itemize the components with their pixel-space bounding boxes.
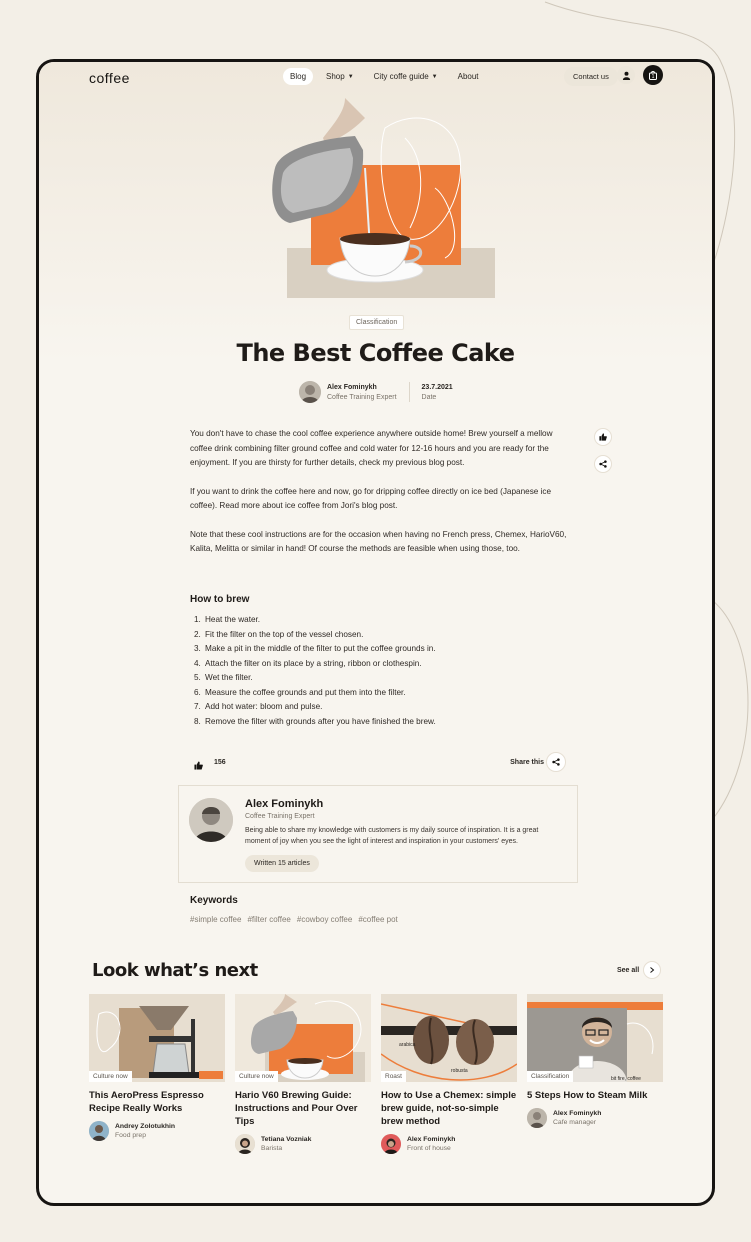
author-name[interactable]: Alex Fominykh [327, 383, 377, 391]
author-card [178, 785, 578, 883]
nav-item-shop[interactable]: Shop ▼ [326, 72, 354, 81]
share-icon [552, 758, 560, 766]
card-title[interactable]: Hario V60 Brewing Guide: Instructions and Pour Over Tips [235, 1090, 358, 1127]
card-tag: Roast [381, 1071, 406, 1082]
like-button[interactable] [194, 757, 203, 775]
browser-frame [36, 59, 715, 1206]
article-paragraph: Note that these cool instructions are for the occasion when having no French press, Chemex, HarioV60, Kalita, Melitta or similar in hand! Of course the methods are feasible when using those, too. [190, 529, 567, 553]
card-author-name: Alex Fominykh [553, 1110, 602, 1117]
articles-count-button[interactable]: Written 15 articles [245, 855, 319, 872]
share-side-button[interactable] [594, 455, 612, 473]
look-next-heading: Look what’s next [92, 960, 258, 981]
nav-item-city-guide[interactable]: City coffe guide ▼ [373, 72, 438, 81]
like-count: 156 [214, 759, 226, 766]
keywords-heading: Keywords [190, 895, 238, 906]
card-title[interactable]: 5 Steps How to Steam Milk [527, 1090, 648, 1101]
page-title: The Best Coffee Cake [236, 339, 515, 367]
thumbs-up-icon [194, 761, 203, 770]
card-author [89, 1121, 225, 1141]
keyword-link[interactable]: #simple coffee [190, 915, 242, 924]
share-icon [599, 460, 607, 468]
see-all-button[interactable]: See all [617, 961, 661, 979]
list-item: 2. Fit the filter on the top of the vessel chosen. [194, 629, 364, 639]
card-author-role: Barista [261, 1145, 283, 1152]
post-meta [299, 381, 453, 403]
list-item: 7. Add hot water: bloom and pulse. [194, 702, 323, 711]
card-title[interactable]: This AeroPress Espresso Recipe Really Works [89, 1090, 204, 1114]
card-author-name: Alex Fominykh [407, 1136, 456, 1143]
list-item: 3. Make a pit in the middle of the filter to put the coffee grounds in. [194, 644, 436, 653]
post-date: 23.7.2021 [421, 383, 453, 391]
post-actions-bar [190, 752, 566, 772]
image-label: bit fire, coffee [611, 1076, 641, 1082]
card-author-role: Cafe manager [553, 1119, 597, 1126]
author-role: Coffee Training Expert [327, 393, 397, 401]
list-item: 4. Attach the filter on its place by a string, ribbon or clothespin. [194, 658, 422, 668]
card-image [527, 994, 663, 1082]
author-card-bio: Being able to share my knowledge with customers is my daily source of inspiration. It is a great moment of joy when you see the light of interest and inspiration in your customers' eyes. [245, 827, 539, 845]
article-paragraph: You don't have to chase the cool coffee experience anywhere outside home! Brew yourself a mellow coffee drink combining filter ground coffee and cold water for 12-16 hours and you are ready for the enjoyment. If you are thirsty for further details, check my previous blog post. [190, 429, 553, 467]
chevron-right-icon [643, 961, 661, 979]
thumbs-up-icon [599, 433, 607, 441]
card-author-role: Front of house [407, 1145, 451, 1152]
cart-button[interactable] [643, 65, 663, 85]
keyword-link[interactable]: #filter coffee [247, 915, 291, 924]
image-label: arabica [399, 1042, 416, 1048]
article-body [190, 427, 570, 571]
card-tag: Culture now [235, 1071, 278, 1082]
avatar [89, 1121, 109, 1141]
avatar [381, 1134, 401, 1154]
article-paragraph: If you want to drink the coffee here and now, go for dripping coffee directly on ice bed (Japanese ice coffee). Read more about ice coffee from Jori's blog post. [190, 486, 552, 510]
card-image [381, 994, 517, 1082]
list-item: 6. Measure the coffee grounds and put them into the filter. [194, 687, 406, 697]
article-card[interactable] [235, 994, 371, 1154]
top-navigation [39, 62, 712, 92]
card-image [235, 994, 371, 1082]
article-card[interactable] [89, 994, 225, 1141]
author-card-name[interactable]: Alex Fominykh [245, 798, 324, 810]
how-to-heading: How to brew [190, 594, 250, 605]
list-item: 8. Remove the filter with grounds after you have finished the brew. [194, 716, 436, 726]
card-author-name: Tetiana Vozniak [261, 1136, 312, 1143]
author-avatar[interactable] [299, 381, 321, 403]
user-icon [622, 71, 631, 80]
like-side-button[interactable] [594, 428, 612, 446]
contact-button[interactable]: Contact us [564, 67, 618, 86]
card-title[interactable]: How to Use a Chemex: simple brew guide, not-so-simple brew method [381, 1090, 517, 1127]
share-button[interactable] [546, 752, 566, 772]
keyword-link[interactable]: #coffee pot [358, 915, 398, 924]
category-tag[interactable]: Classification [349, 315, 404, 330]
image-label: robusta [451, 1068, 468, 1074]
card-author [527, 1108, 663, 1128]
chevron-down-icon: ▼ [431, 73, 438, 80]
card-author [235, 1134, 371, 1154]
list-item: 1. Heat the water. [194, 615, 261, 624]
card-image [89, 994, 225, 1082]
article-card[interactable] [381, 994, 517, 1154]
card-author [381, 1134, 517, 1154]
main-menu [283, 68, 486, 85]
card-author-name: Andrey Zolotukhin [115, 1123, 176, 1130]
avatar [235, 1134, 255, 1154]
brew-steps-list [194, 613, 436, 729]
author-card-role: Coffee Training Expert [245, 813, 315, 820]
share-label[interactable]: Share this [510, 759, 544, 766]
date-label: Date [421, 393, 437, 401]
nav-item-about[interactable]: About [457, 72, 479, 81]
card-tag: Culture now [89, 1071, 132, 1082]
card-author-role: Food prep [115, 1132, 146, 1139]
keywords-list [190, 915, 398, 924]
divider [409, 382, 410, 402]
article-card[interactable] [527, 994, 663, 1128]
user-account-button[interactable] [617, 66, 635, 84]
avatar [527, 1108, 547, 1128]
author-avatar[interactable] [189, 798, 233, 842]
list-item: 5. Wet the filter. [194, 673, 253, 682]
hero-image [235, 98, 495, 308]
keyword-link[interactable]: #cowboy coffee [296, 915, 353, 924]
logo[interactable]: coffee [89, 70, 130, 86]
card-tag: Classification [527, 1071, 573, 1082]
chevron-down-icon: ▼ [347, 73, 354, 80]
nav-item-blog[interactable]: Blog [283, 68, 313, 85]
cart-count: 1 [651, 73, 655, 80]
